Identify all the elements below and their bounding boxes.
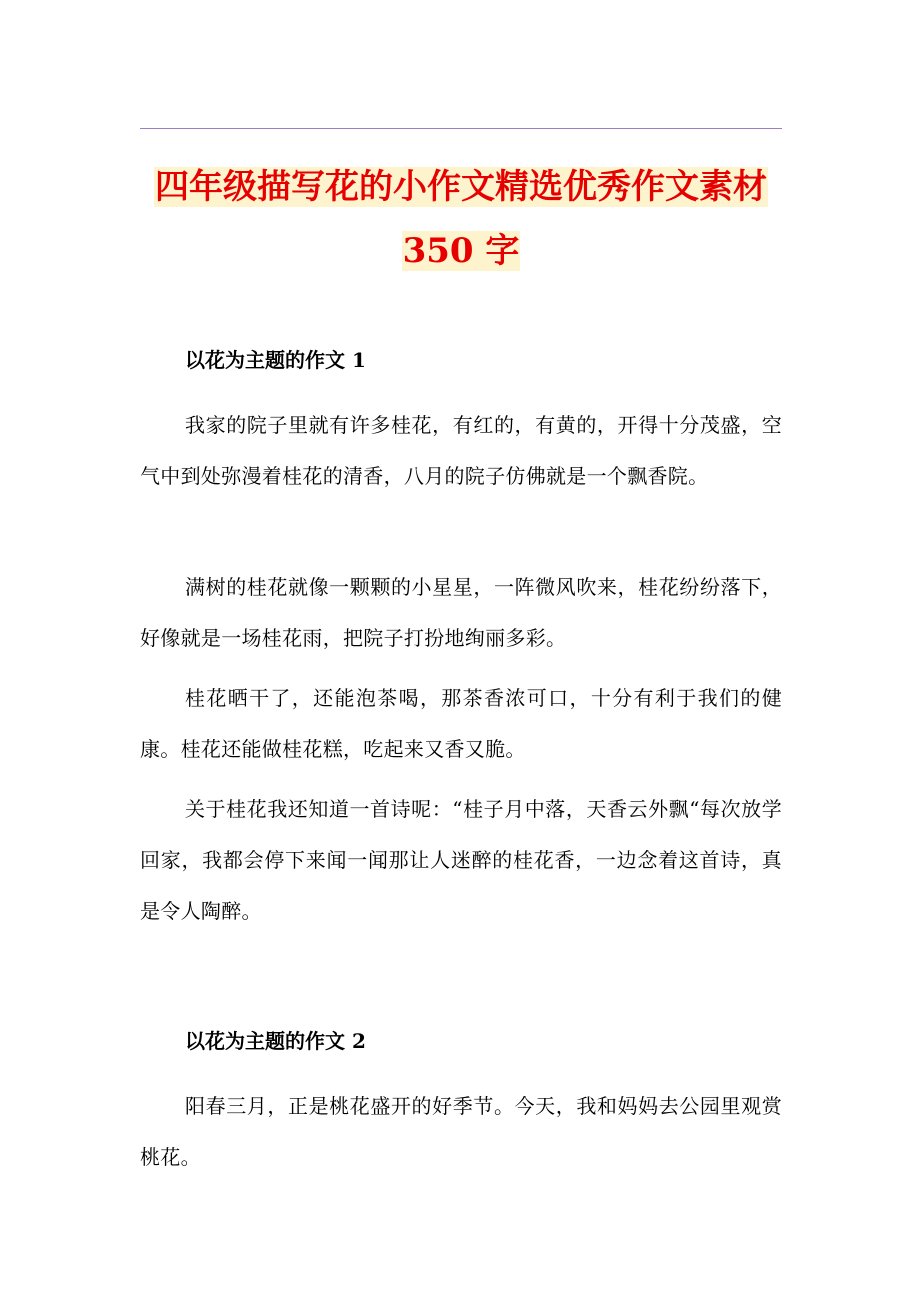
header-rule (140, 128, 782, 129)
title-line-1: 四年级描写花的小作文精选优秀作文素材 (155, 167, 767, 207)
paragraph-1-3: 桂花晒干了，还能泡茶喝，那茶香浓可口，十分有利于我们的健康。桂花还能做桂花糕，吃起来又香又脆。 (140, 686, 782, 761)
title-line-2: 350 字 (402, 231, 520, 271)
section-heading-2: 以花为主题的作文 2 (185, 1029, 366, 1053)
document-title (140, 156, 782, 282)
paragraph-1-2: 满树的桂花就像一颗颗的小星星，一阵微风吹来，桂花纷纷落下，好像就是一场桂花雨，把院子打扮地绚丽多彩。 (140, 575, 782, 650)
paragraph-2-1: 阳春三月，正是桃花盛开的好季节。今天，我和妈妈去公园里观赏桃花。 (140, 1094, 782, 1169)
paragraph-1-1: 我家的院子里就有许多桂花，有红的，有黄的，开得十分茂盛，空气中到处弥漫着桂花的清香，八月的院子仿佛就是一个飘香院。 (140, 413, 782, 488)
paragraph-1-4: 关于桂花我还知道一首诗呢：“桂子月中落，天香云外飘“每次放学回家，我都会停下来闻一闻那让人迷醉的桂花香，一边念着这首诗，真是令人陶醉。 (140, 797, 782, 923)
section-heading-1: 以花为主题的作文 1 (185, 348, 366, 372)
